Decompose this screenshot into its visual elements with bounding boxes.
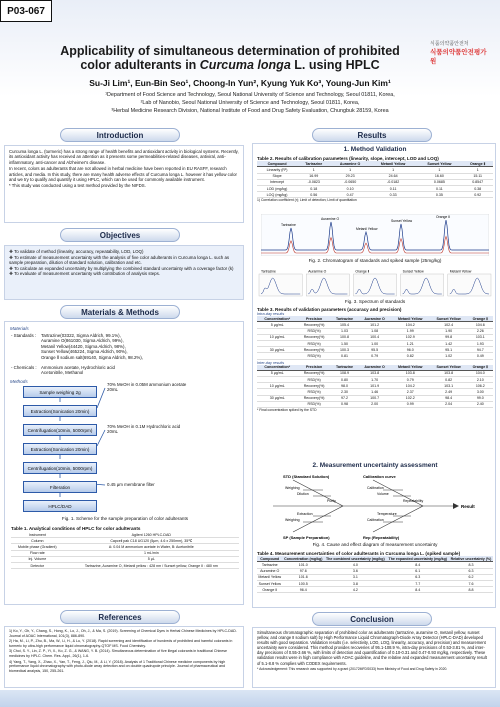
table-cell: 2.10 [468,377,493,383]
table-header-cell: Concentration* [257,316,297,322]
table-cell: 108.9 [331,370,359,376]
flow-solvent-2: 70% MeOH in 0.1M Hydrochloric acid 20mL [107,424,181,434]
table-cell: Sunset Yellow [258,581,281,586]
table-cell: 1.42 [430,340,468,346]
table-cell: 102.4 [430,322,468,328]
affiliation-3: ³Herbal Medicine Research Division, National Institute of Food and Drug Safety Evaluation, Chungbuk 28159, Korea [111,108,389,114]
flow-step-weighing: Sample weighing 2g [23,386,97,398]
table-cell: 0.56 [297,192,330,198]
title-line-1: Applicability of simultaneous determination of prohibited [60,44,400,58]
conclusion-text: Simultaneous chromatographic separation of prohibited color as adulterants (tartrazine, auramine O, metanil yellow, sunset yellow, and orange Ⅱ sodium salt) by High Performance Liquid Chromatograph-Diode Array Detector (HPLC-DAD) developed results with good separation. Validation results (i.e. selectivity, LOD, LOQ, linearity, accuracy, and precision) and measurement uncertainty were considered. This method provides recoveries of 95.1-108.9 %, intra-day precisions of 0.53-3.81 %, and inter-day precisions of 0.55-3.66 %, with limits of detection and quantification of 0.10-0.31 and 0.47-0.93 mg/kg, respectively. These validation results were in high compliance with AOAC guideline, and the relative and expanded measurement uncertainty result of 5.1-8.8 % complies with CODEX requirements. [257,630,487,666]
table-cell: 0.47 [330,192,369,198]
fishbone-sp: SP (Sample Preparation) [283,535,330,540]
table-cell: 96.0 [391,347,430,353]
table-cell: 1.08 [358,328,391,334]
title-line-2-pre: color adulterants in [80,58,200,73]
validation-subheading: 1. Method Validation [343,146,407,153]
table1-caption: Table 1. Analytical conditions of HPLC for color adulterants [11,526,141,531]
table-cell: 24.64 [370,173,417,179]
flow-step-centrifugation-2: Centrifugation(10min, 5000rpm) [23,462,97,474]
table-cell: 101.9 [358,383,391,389]
objectives-box [4,245,244,300]
fishbone-rep: Rep (Repeatability) [363,535,400,540]
table-cell: 1.21 [391,340,430,346]
table-cell: 30 μg/mL [257,347,297,353]
table-row [257,587,493,593]
table-cell: 5 μL [64,556,239,562]
flow-step-centrifugation-1: Centrifugation(10min, 5000rpm) [23,424,97,436]
table-cell: Inj. Volume [11,556,64,562]
peak-label: Auramine O [321,217,340,221]
poster-title [40,44,420,73]
table-cell: 95.5 [358,347,391,353]
table-cell: 0.80 [331,377,359,383]
materials-heading: Materials & Methods [60,305,180,319]
spectrum-frame [353,274,396,296]
table-cell: 96.4 [283,587,325,593]
table-cell: 1.99 [391,328,430,334]
affiliation-2: ²Lab of Nanobio, Seoul National University of Science and Technology, Seoul 01811, Korea, [140,100,360,106]
table-cell: 2.49 [430,389,468,395]
table3-note: * Final concentration spiked by the STD [257,408,317,412]
table-cell: 1 mL/min [64,550,239,556]
fishbone-branch: Volume [377,492,389,496]
table-cell: 0.98 [331,401,359,407]
acknowledgement: * Acknowledgement: This research was supported by a grant (20172MFDS033) from Ministry of Food and Drug Safety in 2020. [257,666,448,671]
objective-3: ❖ To calculate an expanded uncertainty by multiplying the combined standard uncertainty with a coverage factor (k) [9,265,234,271]
table-cell: Recovery(%) [297,370,330,376]
chromatogram [261,214,489,256]
table-cell: 0.82 [430,377,468,383]
table4-grid [257,556,493,593]
standard-item: Tartrazine(03322, Sigma Aldrich, 99.1%), [41,333,121,338]
objectives-heading: Objectives [60,228,180,242]
references-heading: References [60,610,180,624]
table-cell: 104.6 [468,322,493,328]
table-cell: 102.2 [391,395,430,401]
table-cell: Capcell pak C18 UG120 (5μm, 4.6 x 250mm), 35℃ [64,538,239,544]
table-cell: 1 [330,167,369,173]
table-cell: 100.4 [358,334,391,340]
table-cell: Intercept [257,179,297,185]
introduction-heading: Introduction [60,128,180,142]
table-cell: 103.8 [430,370,468,376]
table-cell: 99.8 [430,334,468,340]
table2 [257,156,493,202]
table-cell: A: 0.04 M ammonium acetate in Water, B: Acetonitrile [64,544,239,550]
table-cell: 98.4 [430,395,468,401]
table-cell: 95.1 [430,347,468,353]
table-cell: 0.0685 [416,179,462,185]
authors: Su-Ji Lim¹, Eun-Bin Seo¹, Choong-In Yun², Kyung Yuk Ko³, Young-Jun Kim¹ [89,78,391,88]
chemicals-label: - Chemicals : [11,365,37,370]
table-header-cell: Orange Ⅱ [468,316,493,322]
logo-ministry: 식품의약품안전처 [430,41,469,47]
table-cell: 103.8 [358,370,391,376]
table-cell: 0.82 [391,353,430,359]
table-cell: 7.6 [449,580,493,586]
interday-label: Inter-day results [257,360,285,365]
table-cell: 100.3 [331,347,359,353]
table-cell: 100.5 [283,580,325,586]
table-cell: 2.04 [430,401,468,407]
table-cell: Orange Ⅱ [257,587,283,593]
fishbone-result: Result [461,504,475,509]
intro-paragraph-1: Curcuma longa L. (turmeric) has a strong range of health benefits and antioxidant activity in biological systems. Recently, its antioxidant activity has received an attention as it presents some permeabilities-related diseases, antiviral, anti-inflammatory, anti-cancer and Alzheimer's disease. [9,149,239,165]
spectrum-label: Metanil Yellow [449,269,472,274]
conclusion-heading: Conclusion [312,612,432,626]
table-cell: 2.00 [358,401,391,407]
table-cell: 5 μg/mL [257,370,297,376]
table3-intra-grid [257,316,493,360]
table-cell: 4.2 [324,587,387,593]
references-box [4,626,244,688]
table-cell: 99.0 [468,395,493,401]
table-header-cell: Orange Ⅱ [462,161,493,167]
table-header-cell: Precision [297,316,330,322]
table-cell: 5 μg/mL [257,322,297,328]
table-header-cell: Concentration* [257,365,297,371]
results-box [252,143,496,608]
table-cell: 0.11 [370,185,417,191]
flow-step-extraction-2: Extraction(Sonication 20min) [23,443,97,455]
standard-item: Metanil Yellow(44420, Sigma Aldrich, 98%), [41,343,126,349]
table-cell: 0.11 [416,185,462,191]
table-cell: 1.00 [358,340,391,346]
results-heading: Results [312,128,432,142]
fishbone-diagram [263,472,487,540]
table-cell: 30 μg/mL [257,395,297,401]
table-cell: 100.8 [331,334,359,340]
title-line-2 [40,58,420,72]
table-header-cell: Metanil Yellow [391,365,430,371]
table-cell: 2.26 [468,328,493,334]
table-header-cell: Sunset Yellow [430,316,468,322]
table-cell: 6.3 [387,574,449,580]
fishbone-branch: Calibration [367,518,384,522]
intro-note: * This study was conducted using a test method provided by the NIFDS. [9,183,146,189]
table-cell: 0.92 [462,192,493,198]
table-header-cell: Metanil Yellow [391,316,430,322]
intraday-label: Intra-day results [257,312,285,316]
fishbone-branch: Extraction [297,512,313,516]
intro-paragraph-2: In recent, colors as adulterants that are not allowed in herbal medicine have been reported in EU RASFF, research articles, and media. In this study, there are many health adverse effects of Curcuma longa L. however it has yellow color and we try to qualify and quantify it using HPLC, which can be used for commonly available instrument. [9,166,237,183]
table-cell: Tartrazine, Auramine O, Metanil yellow : 428 nm / Sunset yellow, Orange Ⅱ : 480 nm [64,562,239,568]
flow-step-extraction-1: Extraction(Sonication 20min) [23,405,97,417]
table-cell: 1 [297,167,330,173]
table-cell: LOD (mg/kg) [257,185,297,191]
fishbone-calibration: Calibration curve [363,474,396,479]
table-header-cell: Compound [257,556,283,562]
table-cell: 100.7 [358,395,391,401]
table-cell: Column [11,538,64,544]
objective-4: ❖ To evaluate of measurement uncertainty with contribution of analysis steps. [9,271,161,277]
table-cell: RSD(%) [297,377,330,383]
table3-inter-grid [257,365,493,409]
fishbone-branch: Temperature [377,512,397,516]
table-cell: 1.02 [430,353,468,359]
table-cell: Metanil Yellow [258,575,282,580]
table-cell: Detector [11,562,64,568]
table-header-cell: Auramine O [358,316,391,322]
fishbone-branch: Repeatability [403,499,424,503]
affiliation-1: ¹Department of Food Science and Technology, Seoul National University of Science and Technology, Seoul 01811, Korea, [105,92,395,98]
standard-item: Auramine O(861030, Sigma Aldrich, 99%), [41,338,124,344]
objective-2: ❖ To estimate of measurement uncertainty with the analysis of five color adulterants in Curcuma longa L. such as sample preparation, dilution of standard solution, calibration and etc. [9,254,230,266]
fishbone-branch: Weighing [285,486,300,490]
table-cell: Recovery(%) [297,395,330,401]
spectrum-label: Auramine O [308,269,327,274]
fig1-caption: Fig. 1. Scheme for the sample preparation of color adulterants [61,516,189,521]
table-cell: 10 μg/mL [257,334,297,340]
table-cell: -0.0650 [330,179,369,185]
fig2-caption: Fig. 2. Chromatogram of standards and spiked sample (25mg/kg) [308,258,442,263]
table-cell: 6.2 [449,574,493,580]
table-cell: 1.03 [331,328,359,334]
standard-item: Sunset Yellow(465224, Sigma Aldrich, 90%), [41,349,128,355]
table-cell: Flow rate [11,550,64,556]
table-header-cell: Tartrazine [331,316,359,322]
table-cell: 103.1 [468,334,493,340]
table-header-cell: Sunset Yellow [430,365,468,371]
table-header-cell: The combined uncertainty (mg/kg) [325,556,385,561]
flow-filter: 0.45 μm membrane filter [107,482,155,487]
flow-step-filtration: Filteration [23,481,97,493]
footer-bar [0,690,500,707]
spectrum-frame [401,274,444,296]
table-cell: 97.2 [331,395,359,401]
table-cell: 0.99 [391,401,430,407]
table-cell: Agilent 1260 HPLC-DAD [64,532,239,538]
table-cell: 7.7 [387,580,449,586]
table-cell: Linearity (R²) [257,167,297,173]
table1-grid [11,532,239,569]
table-cell: RSD(%) [297,328,330,334]
table-cell [257,401,297,407]
table-cell: 97.6 [283,568,325,574]
table-cell: 0.18 [297,185,330,191]
table-row [11,562,239,568]
table2-note: 1) Correlation coefficient (r); Limit of detection; Limit of quantitation [257,198,357,203]
table-cell: Recovery(%) [297,322,330,328]
uncertainty-subheading: 2. Measurement uncertainty assessment [312,462,438,469]
table-cell [257,353,297,359]
table-cell: -0.0823 [297,179,330,185]
table-header-cell: Precision [297,365,330,371]
objective-1: ❖ To validate of method (linearity, accuracy, repeatability, LOD, LOQ) [9,249,144,254]
table4 [257,551,493,593]
table-header-cell: The expanded uncertainty (mg/kg) [388,556,448,561]
title-species: Curcuma longa [199,58,291,73]
reference-4: 4) Yang, T., Yang, X., Zhao, X., Yan, T., Feng, J., Qiu, M., & Li, Y. (2018). Analysis of 1 Traditional Chinese medicine components by high performance liquid chromatography with photo-diode array detection and on double quadrupole principle. Journal of pharmaceutical and biomedical analysis, 150, 255-261. [9,659,226,673]
table-cell: 1 [416,167,462,173]
table-cell: 101.2 [358,322,391,328]
table3-caption: Table 3. Results of validation parameters (accuracy and precision) [257,307,402,312]
table-cell: 2.30 [331,389,359,395]
table-header-cell: Auramine O [330,161,369,167]
table-cell: 0.35 [416,192,462,198]
table-cell: 103.8 [391,370,430,376]
fig3-caption: Fig. 3. Spectrum of standards [344,299,406,304]
table-cell: 0.38 [462,185,493,191]
table-cell: 0.79 [391,377,430,383]
table-cell: Slope [257,173,297,179]
title-line-2-post: L. using HPLC [290,58,380,73]
table-cell: 1.50 [331,340,359,346]
table-cell: 6.3 [449,568,493,574]
table-cell: RSD(%) [297,389,330,395]
spectrum-label: Sunset Yellow [402,269,424,274]
table-cell: 4.0 [324,562,387,568]
fishbone-std: STD (Standard Solution) [283,474,330,479]
table4-caption: Table 4. Measurement uncertainties of color adulterants in Curcuma longa L. (spiked sample) [257,551,461,556]
table-cell: RSD(%) [297,401,330,407]
table-cell: 8.3 [449,562,493,568]
spectrum-frame [306,274,349,296]
table-cell: 3.1 [324,574,387,580]
table-cell: 98.0 [331,383,359,389]
table-row [257,353,493,359]
flow-solvent-1: 70% MeOH in 0.05M ammonium acetate 20mL [107,382,187,392]
spectrum-label: Tartrazine [261,269,276,274]
table-cell: 0.49 [468,353,493,359]
reference-2: 2) Ha, M., Li, P., Zhu, B., Ma, W., Li, H., & Lu, Y. (2018). Rapid screening and identification of hundreds of prohibited and harmful colorants in turmeric by ultra-high performance liquid chromatography-QTOF MS. Food Chemistry. [9,639,233,648]
peak-label: Metanil Yellow [356,227,378,231]
conclusion-box [252,627,496,688]
table-cell: RSD(%) [297,340,330,346]
table-cell: RSD(%) [297,353,330,359]
table-cell: Recovery(%) [297,334,330,340]
table-cell: 104.0 [468,370,493,376]
table-cell: 16.99 [297,173,330,179]
table1 [11,526,239,569]
poster-id: P03-067 [0,0,52,22]
table-cell: 106.2 [468,383,493,389]
peak-label: Orange Ⅱ [436,215,450,219]
table-header-cell: Tartrazine [331,365,359,371]
fishbone-branch: Weighing [285,518,300,522]
table-cell: 94.7 [468,347,493,353]
logo-institute: 식품의약품안전평가원 [430,49,487,65]
reference-1: 1) Ko, Y., Oh, Y., Chang, S., Hong, K., Lo, J., Oh, J., & Ma, S. (2019). Screening of Chemical Dyes in Herbal Chinese Medicines by HPLC-DAD. Journal of AOAC International, 101(3), 886-890. [9,629,237,638]
table-cell: LOQ (mg/kg) [257,192,297,198]
introduction-box [4,145,244,223]
table-header-cell: Relative uncertainty (%) [450,556,492,561]
table-cell: 8.4 [387,562,449,568]
table-cell: 2.40 [468,401,493,407]
table-cell: 15.11 [462,173,493,179]
materials-label: Materials [10,326,29,331]
table-cell: 10 μg/mL [257,383,297,389]
table-row [257,192,493,198]
table-header-cell: Compound [257,161,297,167]
chemical-item: Acetonitrile, Methanol [41,370,84,376]
table-cell: 104.2 [391,383,430,389]
table-cell: 8.8 [449,587,493,593]
table-cell: 8.4 [387,587,449,593]
table-cell: 1.70 [358,377,391,383]
table-cell: Instrument [11,532,64,538]
table3 [257,307,493,412]
table-cell: 1 [462,167,493,173]
spectrum-label: Orange Ⅱ [355,269,370,274]
table-cell: 0.81 [331,353,359,359]
table-cell: 3.8 [324,580,387,586]
table-header-cell: Sunset Yellow [416,161,462,167]
table-header-cell: Metanil Yellow [370,161,417,167]
reference-3: 3) Choi, S. Y., Lin, Z. P., Yi, X., Ko, Z. G., & WANG, Y. B. (2014). Simultaneous determination of five illegal colorants in traditional Chinese medicines by HPLC. Chem. Res. Appl., 26(1), 1-6. [9,649,228,658]
table-cell: 103.1 [430,383,468,389]
table-cell: Recovery(%) [297,383,330,389]
table-cell: 6.1 [387,568,449,574]
spectra-panel [257,268,493,298]
table-cell: 29.23 [330,173,369,179]
table-cell: 16.60 [416,173,462,179]
table-header-cell: Tartrazine [297,161,330,167]
table-cell: 104.2 [391,322,430,328]
table-cell: 101.0 [283,562,325,568]
fishbone-branch: Calibration [367,486,384,490]
table-cell: Auramine O [257,568,283,574]
standard-item: Orange Ⅱ sodium salt(69140, Sigma Aldrich, 98.2%), [41,354,143,360]
table-cell: 1.93 [468,340,493,346]
table-cell: 101.6 [283,574,325,580]
table-header-cell: Concentration (mg/kg) [284,556,323,561]
table-cell: 2.37 [391,389,430,395]
fishbone-branch: Dilution [297,492,309,496]
fishbone-branch: Purity [327,499,336,503]
table-header-cell: Auramine O [358,365,391,371]
table-cell: -0.0182 [370,179,417,185]
fig4-caption: Fig. 4. Cause and effect diagram of measurement uncertainty [312,542,438,547]
institution-logo [430,40,492,72]
methods-label: Methods [10,379,28,384]
peak-label: Tartrazine [281,223,296,227]
peak-label: Sunset Yellow [391,219,413,223]
flow-step-hplc: HPLC/DAD [23,500,97,512]
table-cell: Tartrazine [257,562,283,568]
table-cell: Mobile phase (Gradient) [11,544,64,550]
table-header-cell: Orange Ⅱ [468,365,493,371]
table-cell: 102.9 [391,334,430,340]
table2-grid [257,161,493,198]
table-cell: 0.79 [358,353,391,359]
materials-box [4,321,244,605]
table2-caption: Table 2. Results of calibration parameters (linearity, slope, intercept, LOD and LOQ) [257,156,439,161]
table-cell: 0.33 [370,192,417,198]
table-cell: 3.00 [468,389,493,395]
table-cell: 1.90 [430,328,468,334]
standards-label: - Standards : [11,333,37,338]
table-cell: Recovery(%) [297,347,330,353]
table-cell: 1 [370,167,417,173]
table-cell: 0.8547 [462,179,493,185]
table-cell: 0.10 [330,185,369,191]
table-row [257,401,493,407]
table-cell: 105.4 [331,322,359,328]
chemical-item: Ammonium acetate, Hydrochloric acid [41,365,115,370]
table-cell: 3.6 [324,568,387,574]
table-cell: 1.46 [358,389,391,395]
